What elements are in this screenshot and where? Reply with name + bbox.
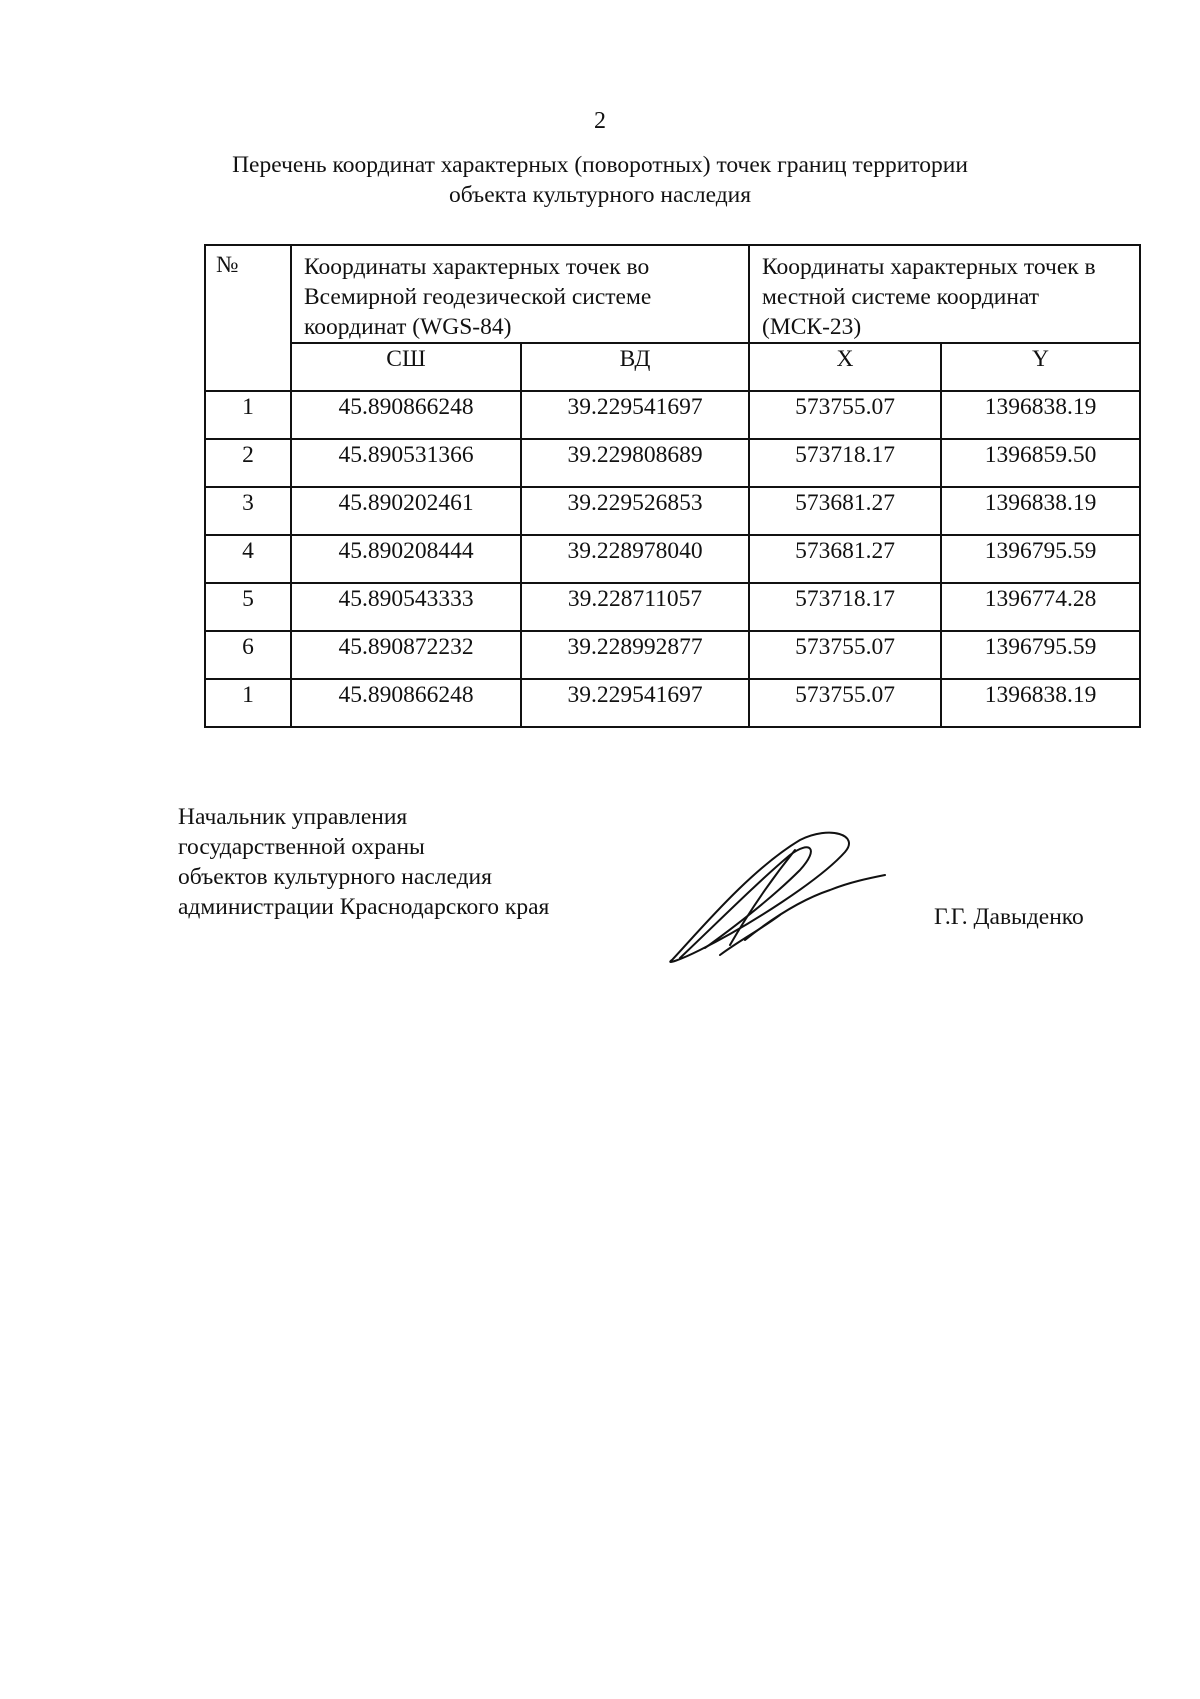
x-cell: 573755.07	[749, 631, 941, 679]
x-cell: 573718.17	[749, 439, 941, 487]
point-number: 4	[205, 535, 291, 583]
latitude-cell: 45.890531366	[291, 439, 521, 487]
longitude-cell: 39.228978040	[521, 535, 749, 583]
point-number: 1	[205, 391, 291, 439]
longitude-cell: 39.229808689	[521, 439, 749, 487]
x-cell: 573755.07	[749, 391, 941, 439]
point-number: 6	[205, 631, 291, 679]
signatory-position	[178, 802, 549, 922]
coordinates-table	[204, 244, 1141, 728]
x-cell: 573718.17	[749, 583, 941, 631]
header-latitude: СШ	[291, 343, 521, 391]
longitude-cell: 39.229526853	[521, 487, 749, 535]
header-wgs84: Координаты характерных точек во Всемирной геодезической системе координат (WGS-84)	[291, 245, 749, 343]
longitude-cell: 39.228992877	[521, 631, 749, 679]
latitude-cell: 45.890202461	[291, 487, 521, 535]
y-cell: 1396859.50	[941, 439, 1140, 487]
longitude-cell: 39.229541697	[521, 679, 749, 727]
header-msk23: Координаты характерных точек в местной системе координат (МСК-23)	[749, 245, 1140, 343]
table-row	[205, 535, 1140, 583]
x-cell: 573681.27	[749, 487, 941, 535]
longitude-cell: 39.228711057	[521, 583, 749, 631]
longitude-cell: 39.229541697	[521, 391, 749, 439]
point-number: 1	[205, 679, 291, 727]
y-cell: 1396838.19	[941, 391, 1140, 439]
header-y: Y	[941, 343, 1140, 391]
latitude-cell: 45.890208444	[291, 535, 521, 583]
handwritten-signature	[660, 830, 890, 970]
position-line-2: государственной охраны	[178, 834, 425, 860]
title-line-1: Перечень координат характерных (поворотных) точек границ территории	[232, 152, 968, 178]
y-cell: 1396838.19	[941, 487, 1140, 535]
title-line-2: объекта культурного наследия	[448, 182, 752, 208]
table-row	[205, 631, 1140, 679]
y-cell: 1396795.59	[941, 631, 1140, 679]
latitude-cell: 45.890866248	[291, 679, 521, 727]
header-x: X	[749, 343, 941, 391]
point-number: 3	[205, 487, 291, 535]
position-line-4: администрации Краснодарского края	[178, 894, 550, 920]
table-row	[205, 391, 1140, 439]
table-row	[205, 583, 1140, 631]
x-cell: 573755.07	[749, 679, 941, 727]
point-number: 2	[205, 439, 291, 487]
signer-name: Г.Г. Давыденко	[934, 904, 1084, 930]
y-cell: 1396795.59	[941, 535, 1140, 583]
header-longitude: ВД	[521, 343, 749, 391]
table-row	[205, 679, 1140, 727]
y-cell: 1396838.19	[941, 679, 1140, 727]
point-number: 5	[205, 583, 291, 631]
page-number: 2	[594, 108, 606, 134]
header-number: №	[205, 245, 291, 391]
latitude-cell: 45.890872232	[291, 631, 521, 679]
table-row	[205, 439, 1140, 487]
y-cell: 1396774.28	[941, 583, 1140, 631]
latitude-cell: 45.890543333	[291, 583, 521, 631]
document-title	[150, 150, 1050, 210]
latitude-cell: 45.890866248	[291, 391, 521, 439]
x-cell: 573681.27	[749, 535, 941, 583]
position-line-3: объектов культурного наследия	[178, 864, 492, 890]
position-line-1: Начальник управления	[178, 804, 408, 830]
table-row	[205, 487, 1140, 535]
